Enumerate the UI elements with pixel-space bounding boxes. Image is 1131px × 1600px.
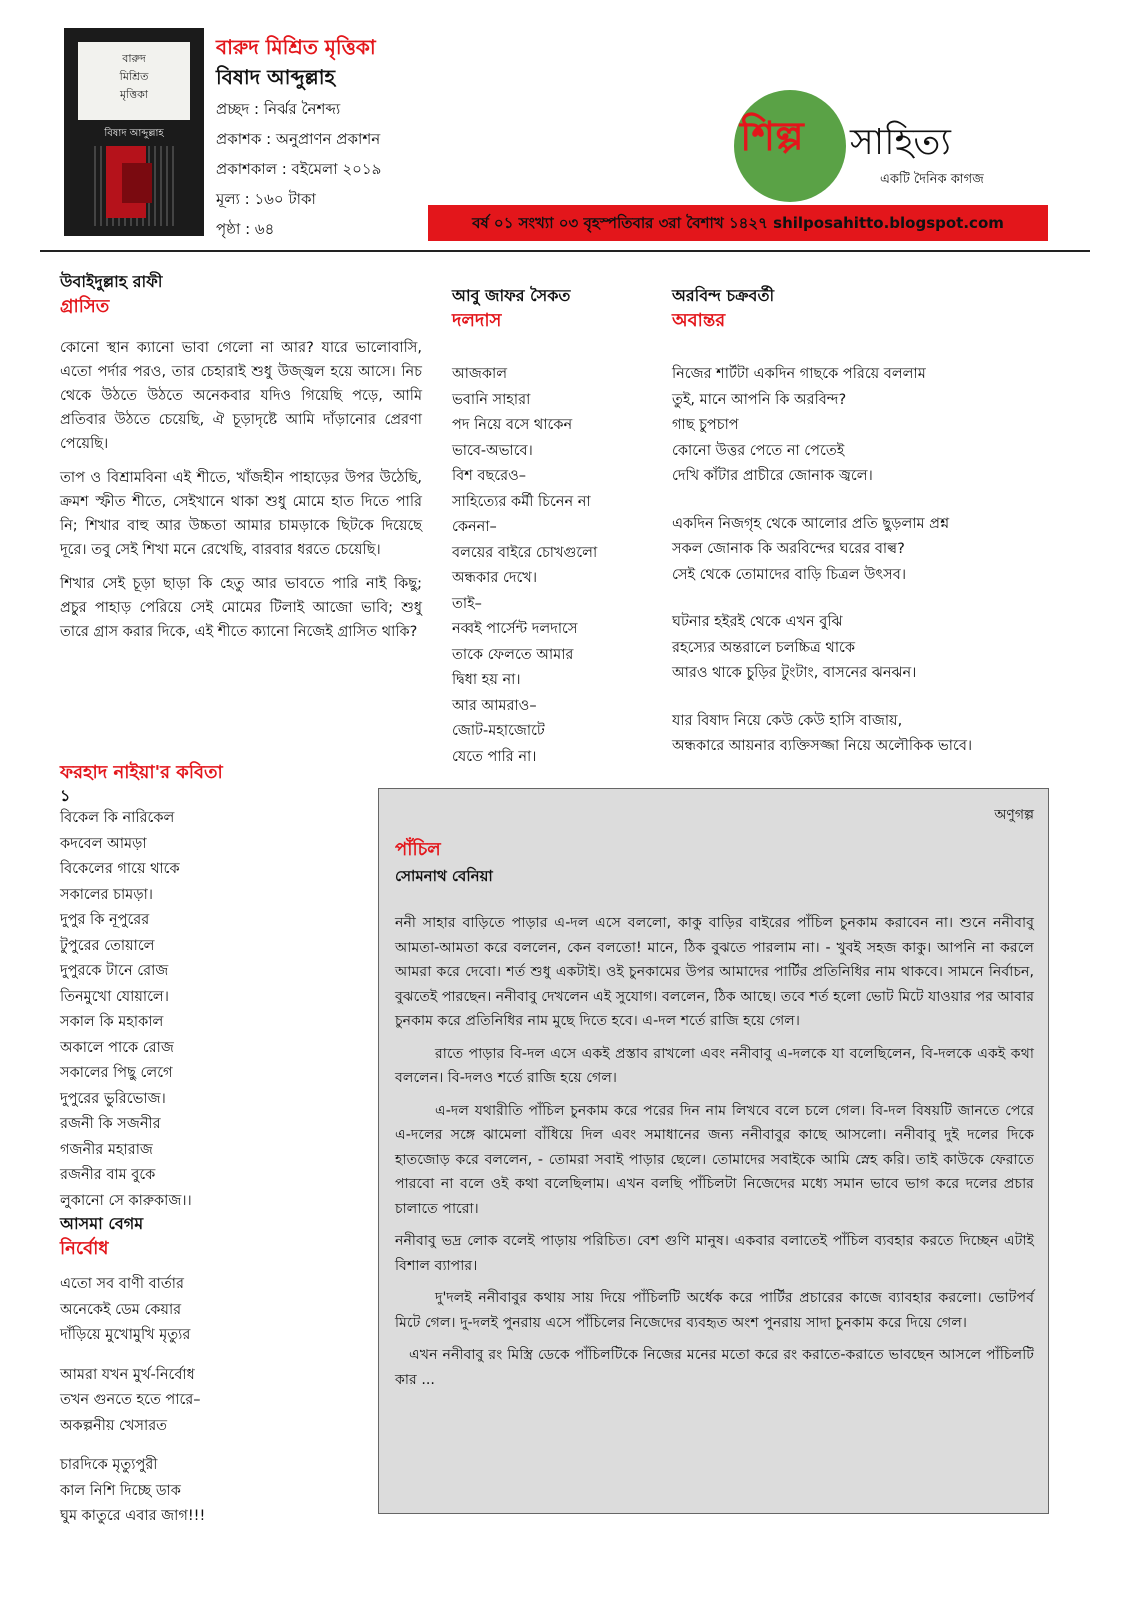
poem-title: ফরহাদ নাইয়া'র কবিতা [60,762,223,783]
book-publisher: প্রকাশক : অনুপ্রাণন প্রকাশন [216,130,381,148]
issue-bar: বর্ষ ০১ সংখ্যা ০৩ বৃহস্পতিবার ৩রা বৈশাখ ১৪২৭ shilposahitto.blogspot.com [428,205,1048,241]
poet-name: আসমা বেগম [60,1214,144,1233]
poem-line: গাছ চুপচাপ [672,417,739,433]
story-paragraph: এখন ননীবাবু রং মিস্ত্রি ডেকে পাঁচিলটিকে নিজের মনের মতো করে রং করাতে-করাতে ভাবছেন আসলে পাঁচিলটি কার ... [395,1347,1034,1388]
cover-paper [78,42,190,120]
poem-line: অন্ধকার দেখে। [452,570,538,586]
poem-line: রজনীর বাম বুকে [60,1167,156,1183]
poem-line: রজনী কি সজনীর [60,1116,161,1132]
poem-title: গ্রাসিত [60,296,110,317]
poem-stanza [60,1272,360,1349]
poem-line: তাকে ফেলতে আমার [452,646,574,663]
poem-line: বিকেলের গায়ে থাকে [60,861,180,877]
poem-title: নির্বোধ [60,1238,109,1259]
poem-line: বলয়ের বাইরে চোখগুলো [452,544,598,561]
poem-line: দেখি কাঁটার প্রাচীরে জোনাক জ্বলে। [672,468,873,484]
poem-line: যার বিষাদ নিয়ে কেউ কেউ হাসি বাজায়, [672,712,903,729]
poem-line: দাঁড়িয়ে মুখোমুখি মৃত্যুর [60,1327,191,1343]
poem-line: নিজের শার্টটা একদিন গাছকে পরিয়ে বললাম [672,366,926,382]
poet-name: উবাইদুল্লাহ রাফী [60,272,163,291]
story-paragraph: দু'দলই ননীবাবুর কথায় সায় দিয়ে পাঁচিলটি অর্ধেক করে পার্টির প্রচারের কাজে ব্যাবহার করলো। ভোটপর্ব মিটে গেল। দু-দলই পুনরায় এসে পাঁচিলের নিজেদের ব্যবহৃত অংশ পুনরায় সাদা চুনকাম করে দিয়ে গেল। [395,1290,1034,1331]
poem-farhad [60,760,360,1214]
book-publish-date: প্রকাশকাল : বইমেলা ২০১৯ [216,160,382,178]
poem-line: অকালে পাকে রোজ [60,1039,174,1056]
poem-stanza [60,1363,360,1440]
book-cover-artist: প্রচ্ছদ : নির্ঝর নৈশব্দ্য [216,100,341,118]
poem-nirbodh [60,1212,360,1544]
poem-title: অবান্তর [672,310,726,331]
poem-line: ঘটনার হইরই থেকে এখন বুঝি [672,614,843,630]
story-title: পাঁচিল [395,839,441,860]
book-pages: পৃষ্ঠা : ৬৪ [216,220,275,238]
poem-line: গজনীর মহারাজ [60,1141,153,1158]
poem-line: চারদিকে মৃত্যুপুরী [60,1457,158,1473]
poem-line: টুপুরের তোয়ালে [60,937,155,954]
poem-line: লুকানো সে কারুকাজ।। [60,1192,192,1209]
poem-line: সকল জোনাক কি অরবিন্দের ঘরের বাল্ব? [672,541,905,557]
story-body [395,911,1034,1400]
book-cover-image [64,28,204,236]
poem-line: ভবানি সাহারা [452,391,531,408]
poem-line: বিশ বছরেও– [452,468,526,484]
poem-line: আর আমরাও– [452,697,537,714]
poem-line: আরও থাকে চুড়ির টুংটাং, বাসনের ঝনঝন। [672,665,917,681]
poem-line: যেতে পারি না। [452,748,537,765]
story-paragraph: ননীবাবু ভদ্র লোক বলেই পাড়ায় পরিচিত। বেশ গুণি মানুষ। একবার বলাতেই পাঁচিল ব্যবহার করতে দিচ্ছেন এটাই বিশাল ব্যাপার। [395,1233,1034,1274]
poem-line: তাই– [452,595,482,612]
poem-line: তখন গুনতে হতে পারে– [60,1392,201,1408]
cover-title-line: মিশ্রিত [119,70,149,83]
poem-line: দ্বিধা হয় না। [452,672,521,688]
poem-stanza [672,512,1052,589]
poem-number: ১ [60,786,71,805]
book-title: বারুদ মিশ্রিত মৃত্তিকা [216,35,376,59]
poem-paragraph: তাপ ও বিশ্রামবিনা এই শীতে, খাঁজহীন পাহাড়ের উপর উঠেছি, ক্রমশ স্ফীত শীতে, সেইখানে থাকা শুধু মোমে হাত দিতে পারি নি; শিখার বাহু আর উচ্চতা আমার চামড়াকে ছিটকে দিয়েছে দূরে। তবু সেই শিখা মনে রেখেছি, বারবার ধরতে চেয়েছি। [60,470,422,558]
poem-body [60,336,422,644]
cover-title-line: বারুদ [122,52,146,65]
story-paragraph: এ-দল যথারীতি পাঁচিল চুনকাম করে পরের দিন নাম লিখবে বলে চলে গেল। বি-দল বিষয়টি জানতে পেরে এ-দলের সঙ্গে ঝামেলা বাঁধিয়ে দিল এবং সমাধানের জন্য ননীবাবুর কাছে আসলো। ননীবাবু দুই দলের দিকে হাতজোড় করে বললেন, - তোমরা সবাই পাড়ার ছেলে। তোমাদের সবাইকে আমি স্নেহ করি। তাই কাউকে ফেরাতে পারবো না বলে ওই কথা বলেছিলাম। এখন বলছি পাঁচিলটা নিজেদের মধ্যে সমান ভাবে ভাগ করে দলের প্রচার চালাতে পারো। [395,1102,1034,1217]
poem-line: সেই থেকে তোমাদের বাড়ি চিত্রল উৎসব। [672,566,907,583]
story-author: সোমনাথ বেনিয়া [395,867,493,885]
book-price: মূল্য : ১৬০ টাকা [216,190,316,208]
poem-obantor [672,284,1052,760]
poem-line: অন্ধকারে আয়নার ব্যক্তিসজ্জা নিয়ে অলৌকিক ভাবে। [672,738,973,754]
story-paragraph: ননী সাহার বাড়িতে পাড়ার এ-দল এসে বললো, কাকু বাড়ির বাইরের পাঁচিল চুনকাম করাবেন না। শুনে ননীবাবু আমতা-আমতা করে বললেন, কেন বলতো! মানে, ঠিক বুঝতে পারলাম না। - খুবই সহজ কাকু। আপনি না করলে আমরা করে দেবো। শর্ত শুধু একটাই। ওই চুনকামের উপর আমাদের পার্টির প্রতিনিধির নাম থাকবে। সামনে নির্বাচন, বুঝতেই পারছেন। ননীবাবু দেখলেন এই সুযোগ। বললেন, ঠিক আছে। তবে শর্ত হলো ভোট মিটে যাওয়ার পর আবার চুনকাম করে প্রতিনিধির নাম মুছে দিতে হবে। এ-দল শর্তে রাজি হয়ে গেল। [395,915,1034,1029]
poem-line: সাহিত্যের কর্মী চিনেন না [452,493,591,510]
cover-author: বিষাদ আব্দুল্লাহ [104,128,164,139]
poem-line: কোনো উত্তর পেতে না পেতেই [672,442,845,459]
poem-lines [452,362,652,770]
poem-stanza [672,362,1052,490]
poem-line: কদবেল আমড়া [60,835,147,852]
poem-line: এতো সব বাণী বার্তার [60,1276,184,1292]
poem-line: দুপুর কি নূপুরের [60,912,150,928]
poem-doldas [452,284,652,770]
poem-line: ভাবে-অভাবে। [452,442,533,459]
poem-line: দুপুরকে টানে রোজ [60,963,169,979]
story-paragraph: রাতে পাড়ার বি-দল এসে একই প্রস্তাব রাখলো এবং ননীবাবু এ-দলকে যা বলেছিলেন, বি-দলকে একই কথা বললেন। বি-দলও শর্তে রাজি হয়ে গেল। [395,1045,1034,1086]
story-genre: অণুগল্প [994,807,1034,823]
poem-lines [60,806,360,1214]
poem-title: দলদাস [452,310,502,331]
poem-line: একদিন নিজগৃহ থেকে আলোর প্রতি ছুড়লাম প্রশ্ন [672,515,950,532]
logo-text-shilpo: শিল্প [740,114,804,160]
poem-line: কাল নিশি দিচ্ছে ডাক [60,1482,181,1499]
poem-stanza [672,709,1052,760]
poem-line: ঘুম কাতুরে এবার জাগ!!! [60,1508,206,1524]
logo-tagline: একটি দৈনিক কাগজ [880,172,984,187]
poem-line: সকাল কি মহাকাল [60,1014,164,1030]
poem-line: নব্বই পার্সেন্ট দলদাসে [452,621,578,637]
poem-line: রহস্যের অন্তরালে চলচ্চিত্র থাকে [672,639,855,656]
book-info [216,32,436,244]
poem-line: সকালের পিছু লেগে [60,1065,173,1081]
story-box [378,788,1049,1514]
poem-line: আজকাল [452,366,508,382]
book-author: বিষাদ আব্দুল্লাহ [216,65,336,89]
poem-line: দুপুরের ভুরিভোজ। [60,1090,166,1107]
header-divider [40,250,1090,252]
poem-line: কেননা– [452,519,497,535]
poem-grasito [60,270,422,654]
poem-line: পদ নিয়ে বসে থাকেন [452,417,573,433]
poem-stanza [672,610,1052,687]
poem-line: অনেকেই ডেম কেয়ার [60,1301,182,1318]
poem-line: বিকেল কি নারিকেল [60,810,175,826]
poem-stanza [60,1453,360,1530]
poem-line: জোট-মহাজোটে [452,723,545,739]
poem-line: অকল্পনীয় খেসারত [60,1417,168,1434]
poem-paragraph: শিখার সেই চূড়া ছাড়া কি হেতু আর ভাবতে পারি নাই কিছু; প্রচুর পাহাড় পেরিয়ে সেই মোমের টিলাই আজো ভাবি; শুধু তারে গ্রাস করার দিকে, এই শীতে ক্যানো নিজেই গ্রাসিত থাকি? [60,576,422,640]
poet-name: অরবিন্দ চক্রবর্তী [672,286,775,305]
cover-dark-blot [122,163,152,203]
poem-line: সকালের চামড়া। [60,886,153,903]
cover-title-line: মৃত্তিকা [119,88,148,101]
poem-line: তিনমুখো যোয়ালে। [60,988,169,1005]
poet-name: আবু জাফর সৈকত [452,286,571,305]
poem-line: আমরা যখন মুর্খ-নির্বোধ [60,1366,195,1383]
poem-line: তুই, মানে আপনি কি অরবিন্দ? [672,391,847,408]
poem-paragraph: কোনো স্থান ক্যানো ভাবা গেলো না আর? যারে ভালোবাসি, এতো পর্দার পরও, তার চেহারাই শুধু উজ্জ্বল হয়ে আসে। নিচ থেকে উঠতে উঠতে অনেকবার যদিও গিয়েছি পড়ে, আমি প্রতিবার উঠতে চেয়েছি, ঐ চূড়াদৃষ্টে আমি দাঁড়ানোর প্রেরণা পেয়েছি। [60,340,422,452]
logo-text-sahitto: সাহিত্য [850,122,951,163]
